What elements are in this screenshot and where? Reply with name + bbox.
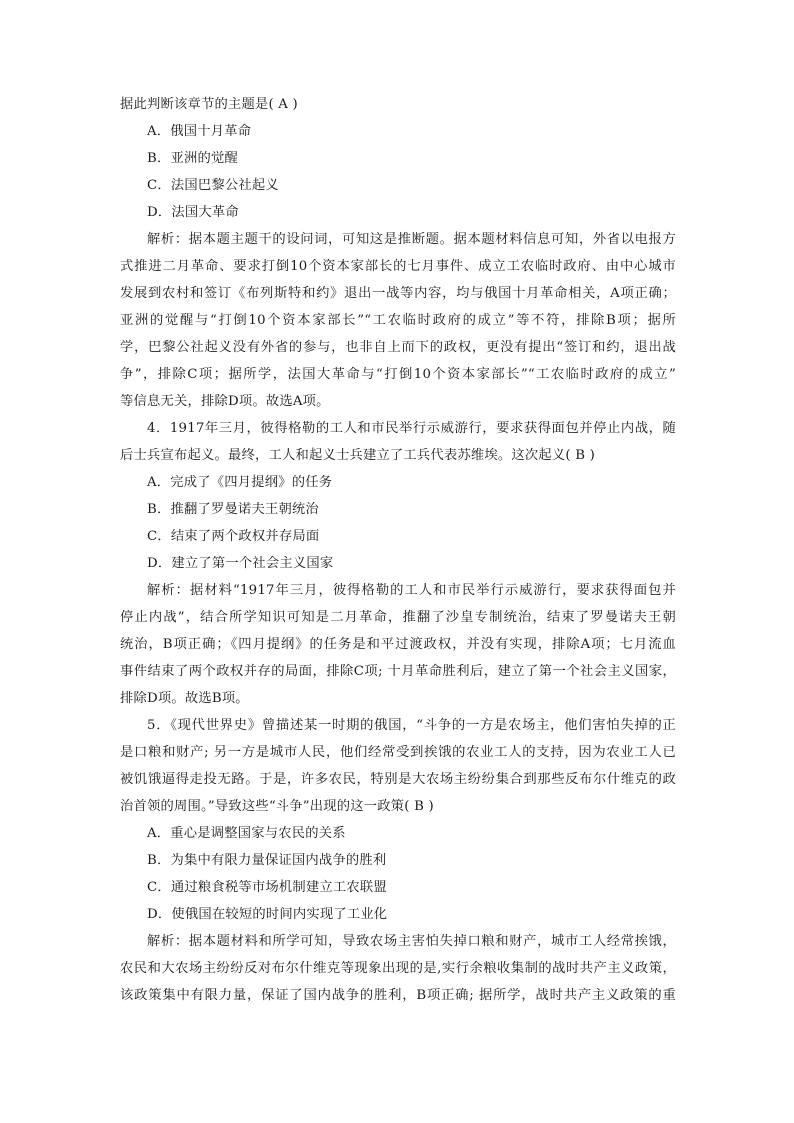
q5-option-c: C．通过粮食税等市场机制建立工农联盟	[147, 880, 387, 895]
q4-analysis-line: 事件结束了两个政权并存的局面，排除C项; 十月革命胜利后，建立了第一个社会主义国家，	[120, 664, 676, 679]
q4-analysis-line: 排除D项。故选B项。	[120, 691, 249, 706]
q4-stem-line: 后士兵宣布起义。最终，工人和起义士兵建立了工兵代表苏维埃。这次起义( B )	[120, 448, 595, 463]
q3-stem-tail: 据此判断该章节的主题是( A )	[120, 97, 298, 112]
q5-option-d: D．使俄国在较短的时间内实现了工业化	[147, 907, 388, 922]
q3-analysis-line: 解析：据本题主题干的设问词，可知这是推断题。据本题材料信息可知，外省以电报方	[147, 232, 676, 247]
q5-analysis-line: 该政策集中有限力量，保证了国内战争的胜利，B项正确; 据所学，战时共产主义政策的重	[120, 988, 676, 1003]
q4-analysis-line: 统治，B项正确；《四月提纲》的任务是和平过渡政权，并没有实现，排除A项；七月流血	[120, 637, 676, 652]
q3-analysis-line: 式推进二月革命、要求打倒10个资本家部长的七月事件、成立工农临时政府、由中心城市	[120, 259, 676, 274]
q4-analysis-line: 停止内战”，结合所学知识可知是二月革命，推翻了沙皇专制统治，结束了罗曼诺夫王朝	[120, 610, 676, 625]
q4-option-a: A．完成了《四月提纲》的任务	[147, 475, 333, 490]
q3-option-b: B．亚洲的觉醒	[147, 151, 238, 166]
q3-analysis-line: 争”，排除C项；据所学，法国大革命与“打倒10个资本家部长”“工农临时政府的成立”	[120, 367, 676, 382]
q3-option-a: A．俄国十月革命	[147, 124, 252, 139]
q3-option-d: D．法国大革命	[147, 205, 239, 220]
q5-analysis-line: 农民和大农场主纷纷反对布尔什维克等现象出现的是,实行余粮收集制的战时共产主义政策，	[120, 961, 676, 976]
q3-option-c: C．法国巴黎公社起义	[147, 178, 279, 193]
q4-option-c: C．结束了两个政权并存局面	[147, 529, 320, 544]
q3-analysis-line: 发展到农村和签订《布列斯特和约》退出一战等内容，均与俄国十月革命相关，A项正确；	[120, 286, 676, 301]
q5-stem-line: 治首领的周围。”导致这些“斗争”出现的这一政策( B )	[120, 799, 434, 814]
q5-analysis-line: 解析：据本题材料和所学可知，导致农场主害怕失掉口粮和财产，城市工人经常挨饿，	[147, 934, 676, 949]
q3-analysis-line: 等信息无关，排除D项。故选A项。	[120, 394, 330, 409]
q4-stem-line: 4．1917年三月，彼得格勒的工人和市民举行示威游行，要求获得面包并停止内战，随	[147, 421, 676, 436]
q4-option-d: D．建立了第一个社会主义国家	[147, 556, 334, 571]
q3-analysis-line: 亚洲的觉醒与“打倒10个资本家部长”“工农临时政府的成立”等不符，排除B项；据所	[120, 313, 676, 328]
q3-analysis-line: 学，巴黎公社起义没有外省的参与，也非自上而下的政权，更没有提出“签订和约，退出战	[120, 340, 676, 355]
q5-stem-line: 被饥饿逼得走投无路。于是，许多农民，特别是大农场主纷纷集合到那些反布尔什维克的政	[120, 772, 676, 787]
q5-option-a: A．重心是调整国家与农民的关系	[147, 826, 346, 841]
q4-option-b: B．推翻了罗曼诺夫王朝统治	[147, 502, 319, 517]
q5-stem-line: 5．《现代世界史》曾描述某一时期的俄国，“斗争的一方是农场主，他们害怕失掉的正	[147, 718, 676, 733]
document-page	[120, 91, 676, 1009]
q5-stem-line: 是口粮和财产; 另一方是城市人民，他们经常受到挨饿的农业工人的支持，因为农业工人已	[120, 745, 676, 760]
q5-option-b: B．为集中有限力量保证国内战争的胜利	[147, 853, 387, 868]
q4-analysis-line: 解析：据材料“1917年三月，彼得格勒的工人和市民举行示威游行，要求获得面包并	[147, 583, 676, 598]
